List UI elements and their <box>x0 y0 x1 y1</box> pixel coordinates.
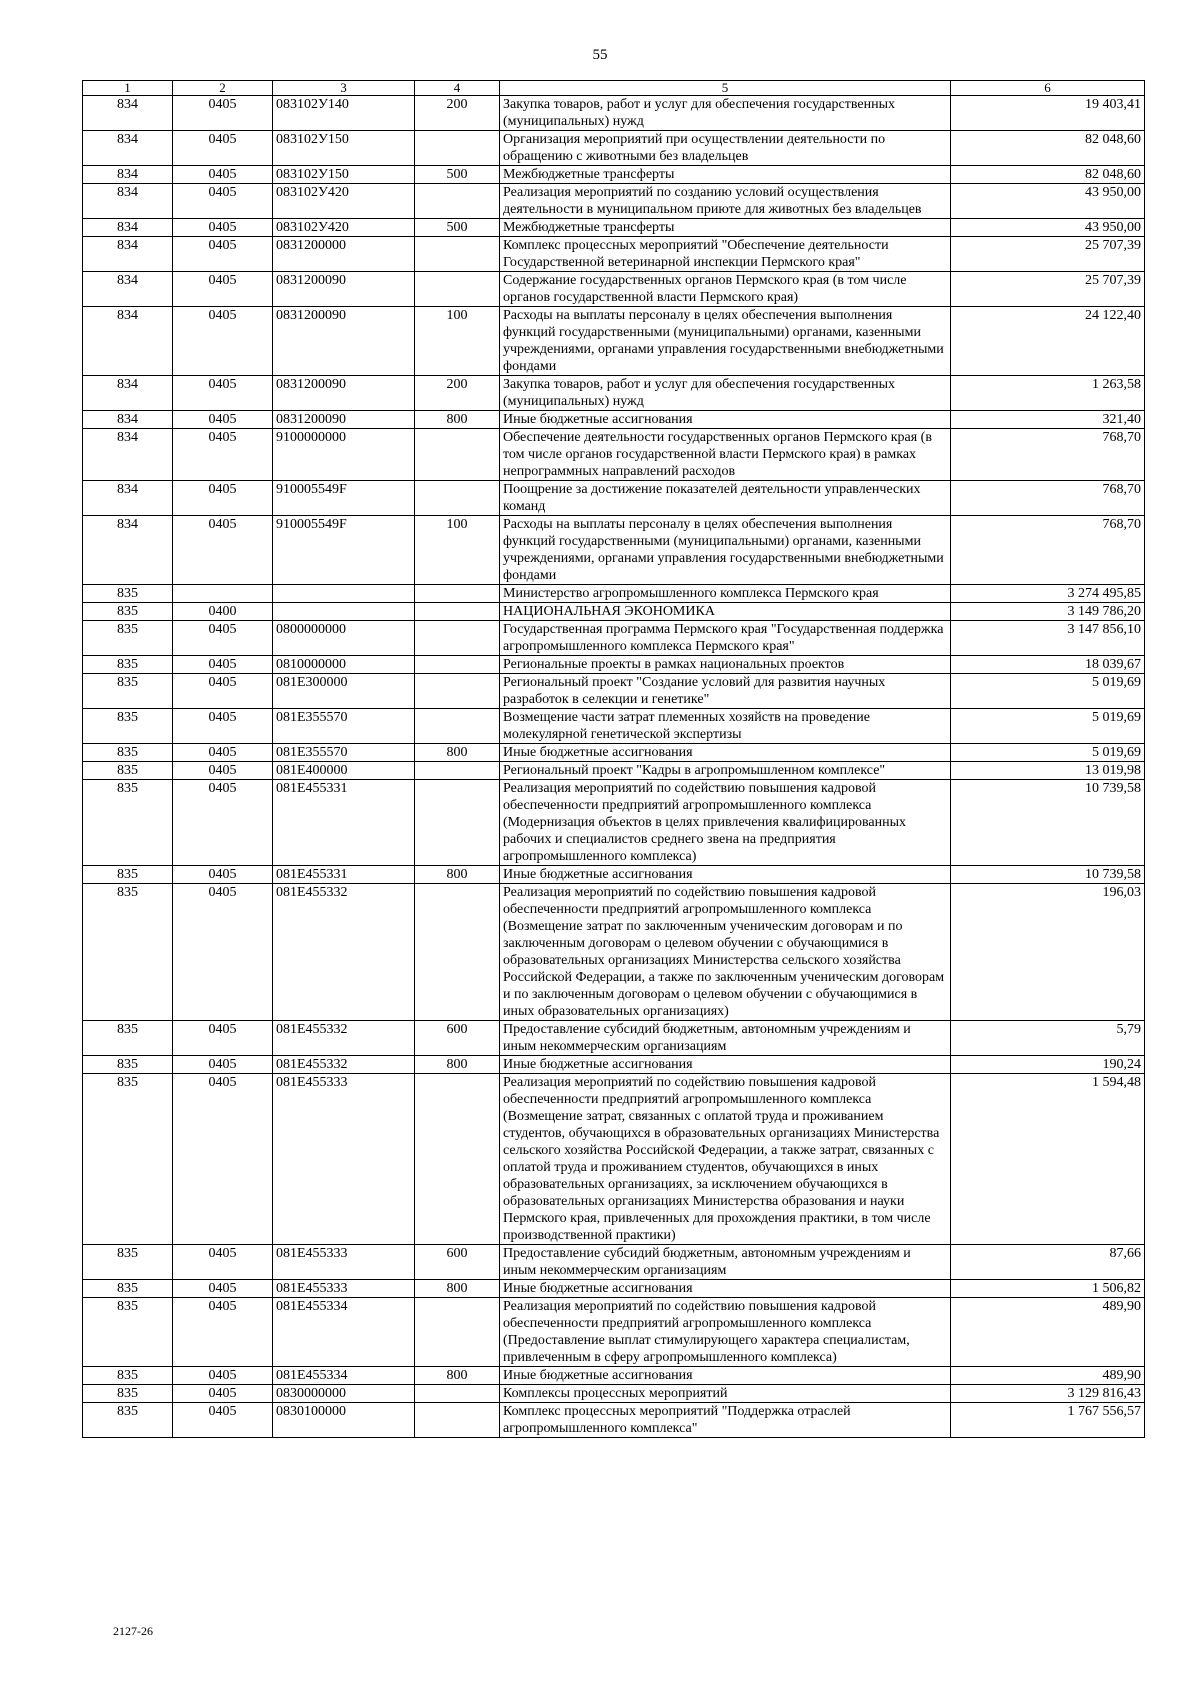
cell-target-code: 081E455334 <box>273 1367 415 1385</box>
cell-expense-type: 100 <box>415 307 500 376</box>
cell-amount: 3 147 856,10 <box>951 621 1145 656</box>
table-row <box>83 866 1145 884</box>
table-row <box>83 1021 1145 1056</box>
cell-description: Реализация мероприятий по созданию условий осуществления деятельности в муниципальном приюте для животных без владельцев <box>500 184 951 219</box>
col-header-6: 6 <box>951 81 1145 96</box>
cell-expense-type <box>415 674 500 709</box>
cell-description: Расходы на выплаты персоналу в целях обеспечения выполнения функций государственными (муниципальными) органами, казенными учреждениями, органами управления государственными внебюджетными фондами <box>500 516 951 585</box>
cell-section-code: 0405 <box>173 762 273 780</box>
cell-ministry-code: 834 <box>83 376 173 411</box>
cell-expense-type <box>415 1298 500 1367</box>
table-row <box>83 1298 1145 1367</box>
page-number: 55 <box>592 47 608 63</box>
cell-ministry-code: 834 <box>83 516 173 585</box>
cell-expense-type <box>415 780 500 866</box>
cell-expense-type <box>415 709 500 744</box>
cell-description: Межбюджетные трансферты <box>500 219 951 237</box>
cell-ministry-code: 834 <box>83 184 173 219</box>
table-row <box>83 744 1145 762</box>
cell-section-code: 0405 <box>173 1280 273 1298</box>
cell-ministry-code: 835 <box>83 1367 173 1385</box>
cell-section-code: 0405 <box>173 516 273 585</box>
cell-amount: 18 039,67 <box>951 656 1145 674</box>
table-row <box>83 1367 1145 1385</box>
cell-amount: 1 767 556,57 <box>951 1403 1145 1438</box>
cell-section-code: 0405 <box>173 866 273 884</box>
cell-description: Расходы на выплаты персоналу в целях обеспечения выполнения функций государственными (муниципальными) органами, казенными учреждениями, органами управления государственными внебюджетными фондами <box>500 307 951 376</box>
cell-ministry-code: 834 <box>83 411 173 429</box>
cell-target-code: 0831200090 <box>273 411 415 429</box>
cell-section-code: 0405 <box>173 272 273 307</box>
cell-section-code: 0405 <box>173 411 273 429</box>
cell-amount: 768,70 <box>951 516 1145 585</box>
cell-description: Обеспечение деятельности государственных органов Пермского края (в том числе органов государственной власти Пермского края) в рамках непрограммных направлений расходов <box>500 429 951 481</box>
cell-expense-type: 600 <box>415 1245 500 1280</box>
cell-ministry-code: 835 <box>83 674 173 709</box>
cell-target-code: 081E355570 <box>273 744 415 762</box>
cell-amount: 82 048,60 <box>951 131 1145 166</box>
table-row <box>83 307 1145 376</box>
table-row <box>83 1280 1145 1298</box>
cell-expense-type: 600 <box>415 1021 500 1056</box>
cell-amount: 3 149 786,20 <box>951 603 1145 621</box>
table-row <box>83 131 1145 166</box>
table-row <box>83 762 1145 780</box>
cell-section-code: 0405 <box>173 131 273 166</box>
cell-amount: 13 019,98 <box>951 762 1145 780</box>
table-row <box>83 621 1145 656</box>
cell-amount: 3 274 495,85 <box>951 585 1145 603</box>
cell-target-code: 0831200090 <box>273 307 415 376</box>
cell-ministry-code: 835 <box>83 884 173 1021</box>
cell-ministry-code: 835 <box>83 709 173 744</box>
cell-target-code: 081E455331 <box>273 780 415 866</box>
cell-ministry-code: 835 <box>83 1056 173 1074</box>
cell-target-code: 083102У140 <box>273 96 415 131</box>
table-row <box>83 674 1145 709</box>
cell-amount: 1 263,58 <box>951 376 1145 411</box>
cell-section-code: 0405 <box>173 219 273 237</box>
cell-section-code: 0405 <box>173 307 273 376</box>
cell-target-code: 081E400000 <box>273 762 415 780</box>
cell-ministry-code: 834 <box>83 96 173 131</box>
table-row <box>83 1245 1145 1280</box>
cell-description: Содержание государственных органов Пермского края (в том числе органов государственной власти Пермского края) <box>500 272 951 307</box>
cell-ministry-code: 834 <box>83 272 173 307</box>
cell-section-code: 0405 <box>173 376 273 411</box>
table-row <box>83 603 1145 621</box>
col-header-3: 3 <box>273 81 415 96</box>
cell-description: Поощрение за достижение показателей деятельности управленческих команд <box>500 481 951 516</box>
cell-amount: 1 594,48 <box>951 1074 1145 1245</box>
cell-description: Комплекс процессных мероприятий "Обеспечение деятельности Государственной ветеринарной инспекции Пермского края" <box>500 237 951 272</box>
cell-section-code: 0405 <box>173 1056 273 1074</box>
cell-ministry-code: 834 <box>83 237 173 272</box>
cell-expense-type <box>415 621 500 656</box>
cell-target-code: 081E455333 <box>273 1245 415 1280</box>
cell-description: Иные бюджетные ассигнования <box>500 1056 951 1074</box>
cell-expense-type <box>415 656 500 674</box>
cell-ministry-code: 835 <box>83 762 173 780</box>
cell-description: Организация мероприятий при осуществлении деятельности по обращению с животными без владельцев <box>500 131 951 166</box>
cell-ministry-code: 835 <box>83 603 173 621</box>
cell-section-code: 0405 <box>173 656 273 674</box>
cell-ministry-code: 835 <box>83 1021 173 1056</box>
cell-amount: 190,24 <box>951 1056 1145 1074</box>
cell-expense-type <box>415 131 500 166</box>
cell-description: НАЦИОНАЛЬНАЯ ЭКОНОМИКА <box>500 603 951 621</box>
cell-expense-type: 800 <box>415 744 500 762</box>
cell-description: Региональные проекты в рамках национальных проектов <box>500 656 951 674</box>
cell-target-code <box>273 603 415 621</box>
table-row <box>83 780 1145 866</box>
cell-target-code: 083102У420 <box>273 219 415 237</box>
cell-expense-type <box>415 184 500 219</box>
cell-expense-type: 100 <box>415 516 500 585</box>
cell-ministry-code: 835 <box>83 780 173 866</box>
cell-target-code: 081E455332 <box>273 1056 415 1074</box>
cell-description: Иные бюджетные ассигнования <box>500 866 951 884</box>
cell-amount: 5 019,69 <box>951 709 1145 744</box>
cell-ministry-code: 835 <box>83 1280 173 1298</box>
cell-ministry-code: 834 <box>83 166 173 184</box>
cell-ministry-code: 835 <box>83 866 173 884</box>
cell-amount: 489,90 <box>951 1367 1145 1385</box>
cell-section-code: 0405 <box>173 1403 273 1438</box>
cell-amount: 5 019,69 <box>951 744 1145 762</box>
cell-section-code: 0405 <box>173 429 273 481</box>
cell-target-code: 0830100000 <box>273 1403 415 1438</box>
cell-amount: 5,79 <box>951 1021 1145 1056</box>
table-row <box>83 272 1145 307</box>
table-row <box>83 219 1145 237</box>
cell-ministry-code: 834 <box>83 429 173 481</box>
cell-amount: 87,66 <box>951 1245 1145 1280</box>
cell-expense-type: 800 <box>415 866 500 884</box>
cell-target-code: 0831200090 <box>273 272 415 307</box>
cell-ministry-code: 835 <box>83 744 173 762</box>
cell-target-code: 083102У420 <box>273 184 415 219</box>
cell-amount: 5 019,69 <box>951 674 1145 709</box>
cell-target-code: 9100000000 <box>273 429 415 481</box>
cell-amount: 10 739,58 <box>951 780 1145 866</box>
table-row <box>83 429 1145 481</box>
cell-target-code: 0800000000 <box>273 621 415 656</box>
cell-description: Закупка товаров, работ и услуг для обеспечения государственных (муниципальных) нужд <box>500 96 951 131</box>
table-row <box>83 411 1145 429</box>
col-header-2: 2 <box>173 81 273 96</box>
cell-section-code: 0405 <box>173 780 273 866</box>
cell-section-code: 0405 <box>173 237 273 272</box>
cell-amount: 768,70 <box>951 429 1145 481</box>
cell-amount: 25 707,39 <box>951 272 1145 307</box>
cell-target-code: 081E455331 <box>273 866 415 884</box>
cell-section-code: 0405 <box>173 1367 273 1385</box>
cell-expense-type: 800 <box>415 1367 500 1385</box>
cell-description: Региональный проект "Создание условий для развития научных разработок в селекции и генетике" <box>500 674 951 709</box>
table-row <box>83 709 1145 744</box>
cell-description: Межбюджетные трансферты <box>500 166 951 184</box>
table-row <box>83 166 1145 184</box>
cell-section-code: 0405 <box>173 884 273 1021</box>
cell-section-code: 0405 <box>173 621 273 656</box>
table-row <box>83 1074 1145 1245</box>
cell-target-code: 910005549F <box>273 516 415 585</box>
cell-description: Иные бюджетные ассигнования <box>500 744 951 762</box>
cell-expense-type: 200 <box>415 376 500 411</box>
cell-section-code: 0405 <box>173 1074 273 1245</box>
cell-description: Министерство агропромышленного комплекса Пермского края <box>500 585 951 603</box>
cell-expense-type <box>415 603 500 621</box>
cell-expense-type <box>415 884 500 1021</box>
cell-target-code: 0831200090 <box>273 376 415 411</box>
cell-target-code: 081E455332 <box>273 884 415 1021</box>
cell-amount: 24 122,40 <box>951 307 1145 376</box>
cell-description: Комплекс процессных мероприятий "Поддержка отраслей агропромышленного комплекса" <box>500 1403 951 1438</box>
cell-description: Государственная программа Пермского края "Государственная поддержка агропромышленного комплекса Пермского края" <box>500 621 951 656</box>
table-row <box>83 1056 1145 1074</box>
cell-expense-type <box>415 1074 500 1245</box>
table-row <box>83 481 1145 516</box>
cell-expense-type <box>415 429 500 481</box>
cell-target-code: 910005549F <box>273 481 415 516</box>
col-header-4: 4 <box>415 81 500 96</box>
cell-description: Реализация мероприятий по содействию повышения кадровой обеспеченности предприятий агропромышленного комплекса (Возмещение затрат по заключенным ученическим договорам и по заключенным договорам о целевом обучении с обучающимися в образовательных организациях Министерства сельского хозяйства Российской Федерации, а также по заключенным ученическим договорам и по заключенным договорам о целевом обучении с обучающимися в иных образовательных организациях) <box>500 884 951 1021</box>
cell-amount: 3 129 816,43 <box>951 1385 1145 1403</box>
cell-target-code: 083102У150 <box>273 131 415 166</box>
cell-section-code: 0405 <box>173 744 273 762</box>
cell-amount: 43 950,00 <box>951 219 1145 237</box>
cell-amount: 196,03 <box>951 884 1145 1021</box>
cell-section-code: 0400 <box>173 603 273 621</box>
table-row <box>83 656 1145 674</box>
cell-target-code: 0810000000 <box>273 656 415 674</box>
table-row <box>83 1385 1145 1403</box>
cell-expense-type: 200 <box>415 96 500 131</box>
table-row <box>83 585 1145 603</box>
cell-target-code: 0831200000 <box>273 237 415 272</box>
cell-section-code: 0405 <box>173 184 273 219</box>
cell-section-code: 0405 <box>173 1385 273 1403</box>
cell-amount: 489,90 <box>951 1298 1145 1367</box>
col-header-1: 1 <box>83 81 173 96</box>
cell-description: Реализация мероприятий по содействию повышения кадровой обеспеченности предприятий агропромышленного комплекса (Модернизация объектов в целях привлечения квалифицированных рабочих и специалистов среднего звена на предприятия агропромышленного комплекса) <box>500 780 951 866</box>
table-row <box>83 1403 1145 1438</box>
cell-expense-type: 800 <box>415 1280 500 1298</box>
cell-target-code <box>273 585 415 603</box>
cell-expense-type: 800 <box>415 1056 500 1074</box>
cell-target-code: 0830000000 <box>273 1385 415 1403</box>
cell-expense-type <box>415 585 500 603</box>
cell-description: Реализация мероприятий по содействию повышения кадровой обеспеченности предприятий агропромышленного комплекса (Возмещение затрат, связанных с оплатой труда и проживанием студентов, обучающихся в образовательных организациях Министерства сельского хозяйства Российской Федерации, а также затрат, связанных с оплатой труда и проживанием студентов, обучающихся в иных образовательных организациях, за исключением обучающихся в образовательных организациях Министерства образования и науки Пермского края, привлеченных для прохождения практики, в том числе производственной практики) <box>500 1074 951 1245</box>
cell-ministry-code: 835 <box>83 1074 173 1245</box>
cell-section-code <box>173 585 273 603</box>
table-row <box>83 884 1145 1021</box>
cell-section-code: 0405 <box>173 1245 273 1280</box>
cell-section-code: 0405 <box>173 1298 273 1367</box>
cell-expense-type <box>415 481 500 516</box>
cell-ministry-code: 835 <box>83 621 173 656</box>
cell-expense-type: 500 <box>415 219 500 237</box>
cell-amount: 82 048,60 <box>951 166 1145 184</box>
cell-amount: 768,70 <box>951 481 1145 516</box>
cell-ministry-code: 834 <box>83 481 173 516</box>
cell-expense-type <box>415 272 500 307</box>
cell-section-code: 0405 <box>173 674 273 709</box>
cell-expense-type <box>415 762 500 780</box>
cell-target-code: 081E455333 <box>273 1074 415 1245</box>
cell-target-code: 081E355570 <box>273 709 415 744</box>
cell-ministry-code: 835 <box>83 656 173 674</box>
table-row <box>83 516 1145 585</box>
cell-ministry-code: 835 <box>83 1385 173 1403</box>
cell-ministry-code: 835 <box>83 585 173 603</box>
budget-table <box>82 80 1145 1438</box>
cell-amount: 10 739,58 <box>951 866 1145 884</box>
footer-code: 2127-26 <box>113 1624 153 1638</box>
cell-description: Иные бюджетные ассигнования <box>500 411 951 429</box>
cell-description: Реализация мероприятий по содействию повышения кадровой обеспеченности предприятий агропромышленного комплекса (Предоставление выплат стимулирующего характера специалистам, привлеченным в сферу агропромышленного комплекса) <box>500 1298 951 1367</box>
cell-ministry-code: 834 <box>83 131 173 166</box>
table-header-row <box>83 81 1145 96</box>
cell-expense-type <box>415 237 500 272</box>
cell-target-code: 081E455332 <box>273 1021 415 1056</box>
cell-target-code: 083102У150 <box>273 166 415 184</box>
cell-description: Иные бюджетные ассигнования <box>500 1367 951 1385</box>
cell-section-code: 0405 <box>173 709 273 744</box>
cell-ministry-code: 834 <box>83 219 173 237</box>
cell-ministry-code: 835 <box>83 1298 173 1367</box>
col-header-5: 5 <box>500 81 951 96</box>
cell-description: Предоставление субсидий бюджетным, автономным учреждениям и иным некоммерческим организациям <box>500 1245 951 1280</box>
cell-ministry-code: 834 <box>83 307 173 376</box>
cell-expense-type <box>415 1385 500 1403</box>
cell-expense-type: 800 <box>415 411 500 429</box>
table-row <box>83 376 1145 411</box>
cell-description: Региональный проект "Кадры в агропромышленном комплексе" <box>500 762 951 780</box>
cell-target-code: 081E455333 <box>273 1280 415 1298</box>
cell-amount: 1 506,82 <box>951 1280 1145 1298</box>
cell-description: Закупка товаров, работ и услуг для обеспечения государственных (муниципальных) нужд <box>500 376 951 411</box>
cell-amount: 43 950,00 <box>951 184 1145 219</box>
cell-section-code: 0405 <box>173 1021 273 1056</box>
table-row <box>83 237 1145 272</box>
cell-description: Иные бюджетные ассигнования <box>500 1280 951 1298</box>
cell-expense-type: 500 <box>415 166 500 184</box>
cell-section-code: 0405 <box>173 166 273 184</box>
cell-section-code: 0405 <box>173 481 273 516</box>
cell-amount: 19 403,41 <box>951 96 1145 131</box>
cell-expense-type <box>415 1403 500 1438</box>
cell-target-code: 081E300000 <box>273 674 415 709</box>
cell-description: Комплексы процессных мероприятий <box>500 1385 951 1403</box>
table-row <box>83 96 1145 131</box>
cell-section-code: 0405 <box>173 96 273 131</box>
cell-description: Предоставление субсидий бюджетным, автономным учреждениям и иным некоммерческим организациям <box>500 1021 951 1056</box>
cell-ministry-code: 835 <box>83 1403 173 1438</box>
table-row <box>83 184 1145 219</box>
cell-amount: 25 707,39 <box>951 237 1145 272</box>
cell-amount: 321,40 <box>951 411 1145 429</box>
cell-ministry-code: 835 <box>83 1245 173 1280</box>
cell-target-code: 081E455334 <box>273 1298 415 1367</box>
cell-description: Возмещение части затрат племенных хозяйств на проведение молекулярной генетической экспертизы <box>500 709 951 744</box>
